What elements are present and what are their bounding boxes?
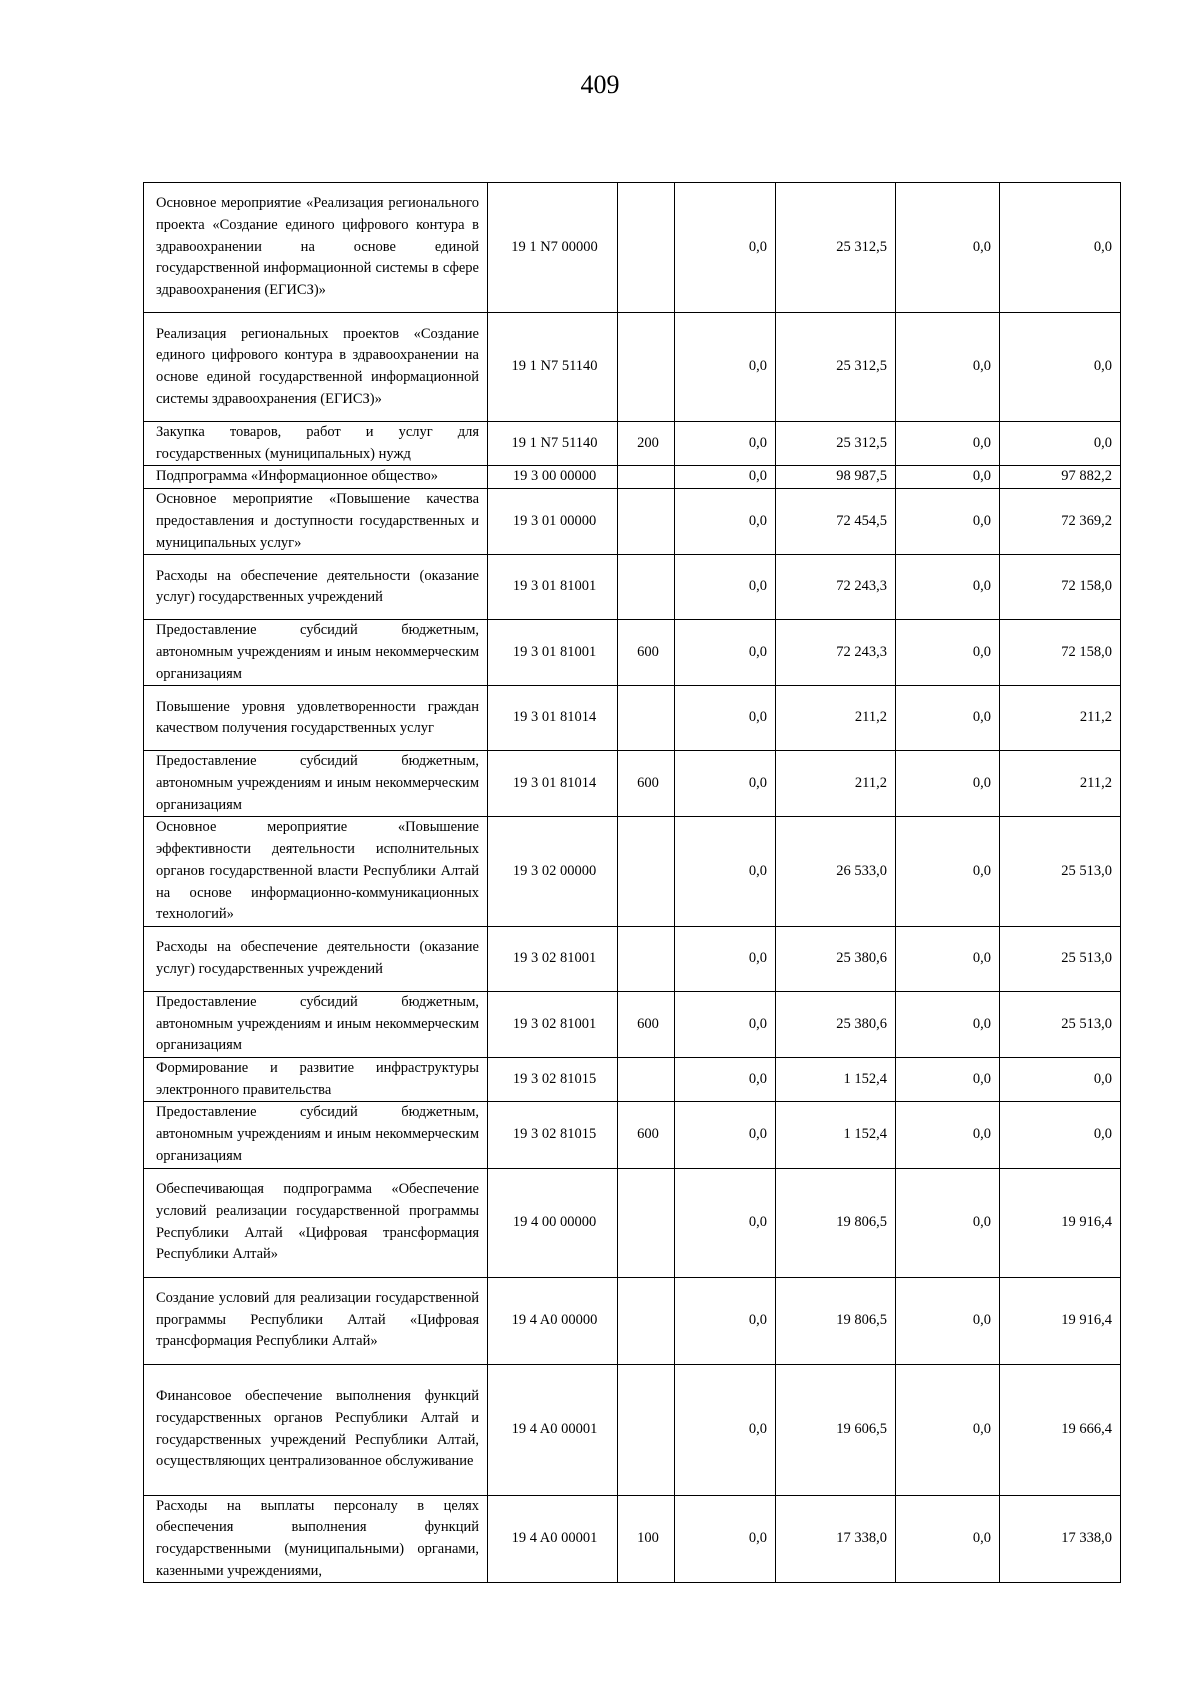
value-cell-1: 0,0 bbox=[675, 489, 776, 555]
expense-type-cell bbox=[618, 1168, 675, 1277]
target-code-cell: 19 4 00 00000 bbox=[488, 1168, 618, 1277]
expense-type-cell bbox=[618, 817, 675, 927]
value-cell-3: 0,0 bbox=[896, 313, 1000, 422]
row-name-cell: Расходы на обеспечение деятельности (оказание услуг) государственных учреждений bbox=[144, 555, 488, 620]
table-row bbox=[144, 1058, 1121, 1102]
value-cell-4: 25 513,0 bbox=[1000, 926, 1121, 991]
target-code-cell: 19 1 N7 51140 bbox=[488, 422, 618, 466]
expense-type-cell: 600 bbox=[618, 751, 675, 817]
table-row bbox=[144, 183, 1121, 313]
table-row bbox=[144, 1102, 1121, 1168]
value-cell-1: 0,0 bbox=[675, 1364, 776, 1495]
target-code-cell: 19 3 01 81001 bbox=[488, 620, 618, 686]
value-cell-4: 72 158,0 bbox=[1000, 555, 1121, 620]
row-name-cell: Предоставление субсидий бюджетным, автономным учреждениям и иным некоммерческим организациям bbox=[144, 620, 488, 686]
expense-type-cell bbox=[618, 926, 675, 991]
target-code-cell: 19 3 01 81014 bbox=[488, 686, 618, 751]
table-row bbox=[144, 1364, 1121, 1495]
row-name-cell: Основное мероприятие «Повышение качества предоставления и доступности государственных и муниципальных услуг» bbox=[144, 489, 488, 555]
table-row bbox=[144, 313, 1121, 422]
target-code-cell: 19 3 02 81015 bbox=[488, 1102, 618, 1168]
target-code-cell: 19 3 02 81001 bbox=[488, 926, 618, 991]
value-cell-2: 19 806,5 bbox=[776, 1168, 896, 1277]
target-code-cell: 19 3 00 00000 bbox=[488, 466, 618, 489]
row-name-cell: Расходы на обеспечение деятельности (оказание услуг) государственных учреждений bbox=[144, 926, 488, 991]
budget-table-body bbox=[144, 183, 1121, 1583]
value-cell-4: 72 369,2 bbox=[1000, 489, 1121, 555]
row-name-cell: Финансовое обеспечение выполнения функций государственных органов Республики Алтай и государственных учреждений Республики Алтай, осуществляющих централизованное обслуживание bbox=[144, 1364, 488, 1495]
target-code-cell: 19 3 01 81014 bbox=[488, 751, 618, 817]
value-cell-3: 0,0 bbox=[896, 686, 1000, 751]
table-row bbox=[144, 991, 1121, 1057]
row-name-cell: Основное мероприятие «Повышение эффективности деятельности исполнительных органов государственной власти Республики Алтай на основе информационно-коммуникационных технологий» bbox=[144, 817, 488, 927]
target-code-cell: 19 4 A0 00001 bbox=[488, 1364, 618, 1495]
budget-table bbox=[143, 182, 1121, 1583]
value-cell-3: 0,0 bbox=[896, 1168, 1000, 1277]
value-cell-2: 26 533,0 bbox=[776, 817, 896, 927]
value-cell-4: 211,2 bbox=[1000, 686, 1121, 751]
value-cell-3: 0,0 bbox=[896, 489, 1000, 555]
value-cell-4: 72 158,0 bbox=[1000, 620, 1121, 686]
value-cell-3: 0,0 bbox=[896, 1058, 1000, 1102]
target-code-cell: 19 3 01 81001 bbox=[488, 555, 618, 620]
value-cell-4: 17 338,0 bbox=[1000, 1495, 1121, 1583]
value-cell-4: 0,0 bbox=[1000, 422, 1121, 466]
target-code-cell: 19 3 01 00000 bbox=[488, 489, 618, 555]
value-cell-3: 0,0 bbox=[896, 466, 1000, 489]
value-cell-2: 25 312,5 bbox=[776, 313, 896, 422]
row-name-cell: Формирование и развитие инфраструктуры электронного правительства bbox=[144, 1058, 488, 1102]
row-name-cell: Закупка товаров, работ и услуг для государственных (муниципальных) нужд bbox=[144, 422, 488, 466]
value-cell-1: 0,0 bbox=[675, 183, 776, 313]
value-cell-4: 0,0 bbox=[1000, 1058, 1121, 1102]
value-cell-4: 25 513,0 bbox=[1000, 817, 1121, 927]
value-cell-3: 0,0 bbox=[896, 1495, 1000, 1583]
value-cell-2: 211,2 bbox=[776, 686, 896, 751]
value-cell-2: 19 606,5 bbox=[776, 1364, 896, 1495]
row-name-cell: Повышение уровня удовлетворенности граждан качеством получения государственных услуг bbox=[144, 686, 488, 751]
table-row bbox=[144, 422, 1121, 466]
expense-type-cell bbox=[618, 1058, 675, 1102]
expense-type-cell bbox=[618, 1277, 675, 1364]
table-row bbox=[144, 620, 1121, 686]
value-cell-4: 0,0 bbox=[1000, 313, 1121, 422]
value-cell-2: 25 312,5 bbox=[776, 183, 896, 313]
value-cell-3: 0,0 bbox=[896, 1277, 1000, 1364]
target-code-cell: 19 1 N7 51140 bbox=[488, 313, 618, 422]
target-code-cell: 19 3 02 81001 bbox=[488, 991, 618, 1057]
value-cell-2: 72 243,3 bbox=[776, 620, 896, 686]
value-cell-1: 0,0 bbox=[675, 555, 776, 620]
value-cell-1: 0,0 bbox=[675, 991, 776, 1057]
row-name-cell: Предоставление субсидий бюджетным, автономным учреждениям и иным некоммерческим организациям bbox=[144, 1102, 488, 1168]
value-cell-3: 0,0 bbox=[896, 991, 1000, 1057]
target-code-cell: 19 4 A0 00000 bbox=[488, 1277, 618, 1364]
page-number: 409 bbox=[580, 70, 620, 99]
expense-type-cell bbox=[618, 686, 675, 751]
value-cell-4: 0,0 bbox=[1000, 183, 1121, 313]
value-cell-1: 0,0 bbox=[675, 1168, 776, 1277]
expense-type-cell bbox=[618, 313, 675, 422]
target-code-cell: 19 1 N7 00000 bbox=[488, 183, 618, 313]
target-code-cell: 19 4 A0 00001 bbox=[488, 1495, 618, 1583]
value-cell-1: 0,0 bbox=[675, 422, 776, 466]
value-cell-1: 0,0 bbox=[675, 1495, 776, 1583]
value-cell-2: 25 380,6 bbox=[776, 991, 896, 1057]
value-cell-4: 19 916,4 bbox=[1000, 1168, 1121, 1277]
value-cell-2: 25 312,5 bbox=[776, 422, 896, 466]
expense-type-cell bbox=[618, 555, 675, 620]
table-row bbox=[144, 1495, 1121, 1583]
value-cell-2: 17 338,0 bbox=[776, 1495, 896, 1583]
value-cell-1: 0,0 bbox=[675, 751, 776, 817]
value-cell-1: 0,0 bbox=[675, 466, 776, 489]
value-cell-4: 211,2 bbox=[1000, 751, 1121, 817]
value-cell-1: 0,0 bbox=[675, 926, 776, 991]
value-cell-1: 0,0 bbox=[675, 817, 776, 927]
value-cell-2: 19 806,5 bbox=[776, 1277, 896, 1364]
table-row bbox=[144, 751, 1121, 817]
row-name-cell: Расходы на выплаты персоналу в целях обеспечения выполнения функций государственными (муниципальными) органами, казенными учреждениями, bbox=[144, 1495, 488, 1583]
value-cell-4: 97 882,2 bbox=[1000, 466, 1121, 489]
table-row bbox=[144, 817, 1121, 927]
table-row bbox=[144, 1168, 1121, 1277]
expense-type-cell: 600 bbox=[618, 991, 675, 1057]
value-cell-3: 0,0 bbox=[896, 620, 1000, 686]
value-cell-3: 0,0 bbox=[896, 1364, 1000, 1495]
value-cell-3: 0,0 bbox=[896, 422, 1000, 466]
row-name-cell: Подпрограмма «Информационное общество» bbox=[144, 466, 488, 489]
value-cell-1: 0,0 bbox=[675, 1058, 776, 1102]
row-name-cell: Реализация региональных проектов «Создание единого цифрового контура в здравоохранении на основе единой государственной информационной системы здравоохранения (ЕГИСЗ)» bbox=[144, 313, 488, 422]
table-row bbox=[144, 1277, 1121, 1364]
value-cell-1: 0,0 bbox=[675, 620, 776, 686]
value-cell-4: 19 916,4 bbox=[1000, 1277, 1121, 1364]
value-cell-2: 1 152,4 bbox=[776, 1058, 896, 1102]
expense-type-cell bbox=[618, 489, 675, 555]
row-name-cell: Предоставление субсидий бюджетным, автономным учреждениям и иным некоммерческим организациям bbox=[144, 991, 488, 1057]
table-row bbox=[144, 466, 1121, 489]
expense-type-cell bbox=[618, 1364, 675, 1495]
value-cell-3: 0,0 bbox=[896, 555, 1000, 620]
row-name-cell: Обеспечивающая подпрограмма «Обеспечение условий реализации государственной программы Республики Алтай «Цифровая трансформация Республики Алтай» bbox=[144, 1168, 488, 1277]
value-cell-1: 0,0 bbox=[675, 313, 776, 422]
table-row bbox=[144, 555, 1121, 620]
value-cell-1: 0,0 bbox=[675, 1277, 776, 1364]
row-name-cell: Создание условий для реализации государственной программы Республики Алтай «Цифровая трансформация Республики Алтай» bbox=[144, 1277, 488, 1364]
value-cell-2: 72 243,3 bbox=[776, 555, 896, 620]
expense-type-cell: 600 bbox=[618, 620, 675, 686]
expense-type-cell: 600 bbox=[618, 1102, 675, 1168]
value-cell-3: 0,0 bbox=[896, 926, 1000, 991]
expense-type-cell bbox=[618, 183, 675, 313]
table-row bbox=[144, 926, 1121, 991]
value-cell-4: 0,0 bbox=[1000, 1102, 1121, 1168]
table-row bbox=[144, 686, 1121, 751]
value-cell-4: 19 666,4 bbox=[1000, 1364, 1121, 1495]
expense-type-cell bbox=[618, 466, 675, 489]
target-code-cell: 19 3 02 00000 bbox=[488, 817, 618, 927]
expense-type-cell: 200 bbox=[618, 422, 675, 466]
value-cell-3: 0,0 bbox=[896, 817, 1000, 927]
value-cell-3: 0,0 bbox=[896, 1102, 1000, 1168]
value-cell-4: 25 513,0 bbox=[1000, 991, 1121, 1057]
value-cell-2: 72 454,5 bbox=[776, 489, 896, 555]
value-cell-1: 0,0 bbox=[675, 686, 776, 751]
value-cell-3: 0,0 bbox=[896, 183, 1000, 313]
expense-type-cell: 100 bbox=[618, 1495, 675, 1583]
row-name-cell: Предоставление субсидий бюджетным, автономным учреждениям и иным некоммерческим организациям bbox=[144, 751, 488, 817]
table-row bbox=[144, 489, 1121, 555]
value-cell-2: 1 152,4 bbox=[776, 1102, 896, 1168]
target-code-cell: 19 3 02 81015 bbox=[488, 1058, 618, 1102]
value-cell-3: 0,0 bbox=[896, 751, 1000, 817]
row-name-cell: Основное мероприятие «Реализация регионального проекта «Создание единого цифрового контура в здравоохранении на основе единой государственной информационной системы в сфере здравоохранения (ЕГИСЗ)» bbox=[144, 183, 488, 313]
value-cell-2: 211,2 bbox=[776, 751, 896, 817]
value-cell-2: 98 987,5 bbox=[776, 466, 896, 489]
value-cell-2: 25 380,6 bbox=[776, 926, 896, 991]
value-cell-1: 0,0 bbox=[675, 1102, 776, 1168]
